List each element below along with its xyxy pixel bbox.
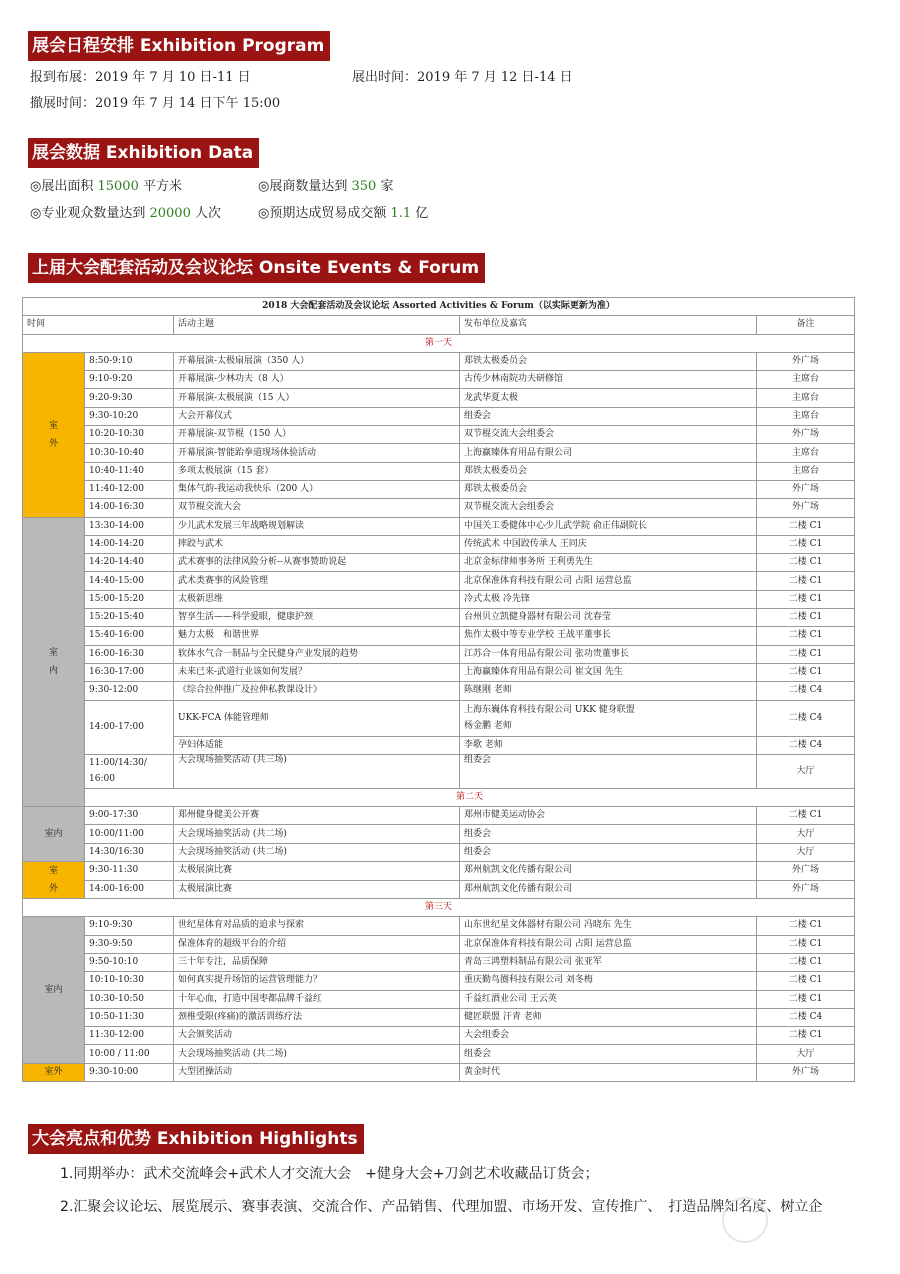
- cell-topic: 智享生活——科学爱眼，健康护颈: [174, 609, 460, 627]
- cell-topic: 太极新思维: [174, 590, 460, 608]
- cell-org: 组委会: [460, 407, 757, 425]
- cell-topic: 大会现场抽奖活动 (共二场): [174, 1045, 460, 1063]
- venue-label: 室外: [23, 352, 85, 517]
- stat-exhibitors: ◎展商数量达到 350 家: [258, 179, 394, 194]
- cell-topic: 大会现场抽奖活动 (共二场): [174, 825, 460, 843]
- setup-time: 报到布展：2019 年 7 月 10 日-11 日: [30, 70, 251, 85]
- events-table: [22, 297, 855, 1082]
- cell-org: 上海赢臻体育用品有限公司 崔文国 先生: [460, 663, 757, 681]
- cell-topic: 大会现场抽奖活动 (共二场): [174, 843, 460, 861]
- cell-topic: 大会现场抽奖活动 (共三场): [174, 754, 460, 788]
- cell-topic: 未来已来-武道行业该如何发展？: [174, 663, 460, 681]
- table-row: [23, 499, 855, 517]
- cell-topic: 魅力太极 和谐世界: [174, 627, 460, 645]
- cell-time: 9:50-10:10: [85, 953, 174, 971]
- day-label: 第三天: [23, 899, 855, 917]
- table-row: [23, 953, 855, 971]
- section-heading-data: 展会数据 Exhibition Data: [28, 138, 259, 168]
- cell-time: 14:40-15:00: [85, 572, 174, 590]
- cell-org: 千益红酒业公司 王云英: [460, 990, 757, 1008]
- table-row: [23, 862, 855, 881]
- cell-org: 山东世纪星文体器材有限公司 冯晓东 先生: [460, 917, 757, 935]
- cell-org: 郑铁太极委员会: [460, 462, 757, 480]
- cell-note: 大厅: [757, 1045, 855, 1063]
- cell-time: 14:00-16:00: [85, 880, 174, 899]
- cell-org: 郑州市健美运动协会: [460, 807, 757, 825]
- cell-time: 11:40-12:00: [85, 480, 174, 498]
- venue-label: 室内: [23, 917, 85, 1063]
- cell-topic: 保准体育的超级平台的介绍: [174, 935, 460, 953]
- cell-topic: 多项太极展演（15 套）: [174, 462, 460, 480]
- cell-org: 冷式太极 冷先锋: [460, 590, 757, 608]
- cell-org: 李歌 老师: [460, 736, 757, 754]
- cell-note: 外广场: [757, 480, 855, 498]
- cell-topic: 武术赛事的法律风险分析--从赛事赞助说起: [174, 554, 460, 572]
- day-row: [23, 334, 855, 352]
- cell-topic: 大会颁奖活动: [174, 1027, 460, 1045]
- section-heading-program: 展会日程安排 Exhibition Program: [28, 31, 330, 61]
- table-row: [23, 554, 855, 572]
- teardown-time: 撤展时间：2019 年 7 月 14 日下午 15:00: [30, 96, 281, 111]
- cell-note: 外广场: [757, 352, 855, 370]
- cell-time: 9:00-17:30: [85, 807, 174, 825]
- cell-time: 10:40-11:40: [85, 462, 174, 480]
- table-row: [23, 462, 855, 480]
- cell-note: 二楼 C1: [757, 627, 855, 645]
- cell-time: 10:00/11:00: [85, 825, 174, 843]
- cell-time: 13:30-14:00: [85, 517, 174, 535]
- cell-topic: 郑州健身健美公开赛: [174, 807, 460, 825]
- table-row: [23, 609, 855, 627]
- cell-org: 组委会: [460, 825, 757, 843]
- cell-org: 北京金标律师事务所 王利勇先生: [460, 554, 757, 572]
- cell-time: 9:10-9:20: [85, 371, 174, 389]
- cell-note: 二楼 C1: [757, 935, 855, 953]
- cell-note: 二楼 C1: [757, 609, 855, 627]
- venue-label: 室外: [23, 862, 85, 899]
- table-row: [23, 627, 855, 645]
- cell-topic: UKK-FCA 体能管理师: [174, 700, 460, 736]
- cell-note: 外广场: [757, 1063, 855, 1081]
- cell-org: 组委会: [460, 754, 757, 788]
- cell-topic: 开幕展演-少林功夫（8 人）: [174, 371, 460, 389]
- cell-org: 健匠联盟 汗青 老师: [460, 1008, 757, 1026]
- day-row: [23, 788, 855, 806]
- cell-org: 焦作太极中等专业学校 王战平董事长: [460, 627, 757, 645]
- cell-topic: 武术类赛事的风险管理: [174, 572, 460, 590]
- table-row: [23, 663, 855, 681]
- cell-topic: 三十年专注，品质保障: [174, 953, 460, 971]
- cell-note: 二楼 C1: [757, 1027, 855, 1045]
- cell-note: 主席台: [757, 444, 855, 462]
- org-line: 上海东巍体育科技有限公司 UKK 健身联盟: [464, 705, 635, 716]
- org-line: 杨金鹏 老师: [464, 721, 512, 732]
- cell-org: 北京保准体育科技有限公司 占阳 运营总监: [460, 572, 757, 590]
- table-row: [23, 972, 855, 990]
- cell-topic: 如何真实提升场馆的运营管理能力？: [174, 972, 460, 990]
- day-label: 第一天: [23, 334, 855, 352]
- cell-topic: 太极展演比赛: [174, 862, 460, 881]
- table-row: [23, 1063, 855, 1081]
- table-header-row: [23, 316, 855, 334]
- cell-org: 双节棍交流大会组委会: [460, 426, 757, 444]
- table-row: [23, 1008, 855, 1026]
- table-title-row: [23, 298, 855, 316]
- cell-org: 大会组委会: [460, 1027, 757, 1045]
- table-row: [23, 535, 855, 553]
- table-row: [23, 990, 855, 1008]
- cell-topic: 软体水气合一制品与全民健身产业发展的趋势: [174, 645, 460, 663]
- cell-org: 郑州航凯文化传播有限公司: [460, 862, 757, 881]
- section-heading-highlights: 大会亮点和优势 Exhibition Highlights: [28, 1124, 364, 1154]
- cell-org: 组委会: [460, 843, 757, 861]
- cell-topic: 开幕展演-双节棍（150 人）: [174, 426, 460, 444]
- table-row: [23, 389, 855, 407]
- cell-org: 组委会: [460, 1045, 757, 1063]
- cell-topic: 大会开幕仪式: [174, 407, 460, 425]
- table-row: [23, 880, 855, 899]
- cell-org: 郑铁太极委员会: [460, 352, 757, 370]
- stat-trade: ◎预期达成贸易成交额 1.1 亿: [258, 206, 429, 221]
- header-note: 备注: [757, 316, 855, 334]
- cell-org: 郑铁太极委员会: [460, 480, 757, 498]
- table-row: [23, 917, 855, 935]
- cell-time: 14:30/16:30: [85, 843, 174, 861]
- cell-time: 15:20-15:40: [85, 609, 174, 627]
- cell-topic: 开幕展演-智能跆拳道现场体验活动: [174, 444, 460, 462]
- cell-time: 10:20-10:30: [85, 426, 174, 444]
- cell-topic: 开幕展演-太极展演（15 人）: [174, 389, 460, 407]
- cell-note: 外广场: [757, 862, 855, 881]
- cell-note: 外广场: [757, 880, 855, 899]
- day-row: [23, 899, 855, 917]
- cell-time: 14:20-14:40: [85, 554, 174, 572]
- table-row: [23, 700, 855, 736]
- table-row: [23, 682, 855, 700]
- cell-topic: 双节棍交流大会: [174, 499, 460, 517]
- cell-time: 15:40-16:00: [85, 627, 174, 645]
- venue-label: 室外: [23, 1063, 85, 1081]
- cell-time: 9:20-9:30: [85, 389, 174, 407]
- cell-topic: 摔跤与武术: [174, 535, 460, 553]
- cell-time: 9:30-12:00: [85, 682, 174, 700]
- table-row: [23, 590, 855, 608]
- venue-label: 室内: [23, 807, 85, 862]
- cell-time: 10:50-11:30: [85, 1008, 174, 1026]
- table-row: [23, 371, 855, 389]
- cell-note: 二楼 C4: [757, 682, 855, 700]
- stat-area: ◎展出面积 15000 平方米: [30, 179, 182, 194]
- cell-note: 二楼 C1: [757, 663, 855, 681]
- cell-note: 主席台: [757, 371, 855, 389]
- cell-time: 9:30-11:30: [85, 862, 174, 881]
- cell-time: 10:30-10:40: [85, 444, 174, 462]
- cell-time: [85, 754, 174, 788]
- cell-note: 二楼 C1: [757, 590, 855, 608]
- cell-org: [460, 700, 757, 736]
- cell-org: 古传少林南院功夫研修馆: [460, 371, 757, 389]
- cell-org: 江苏合一体育用品有限公司 张功贵董事长: [460, 645, 757, 663]
- cell-org: 郑州航凯文化传播有限公司: [460, 880, 757, 899]
- table-row: [23, 935, 855, 953]
- cell-time: 14:00-17:00: [85, 700, 174, 754]
- cell-note: 二楼 C1: [757, 645, 855, 663]
- cell-time: 14:00-14:20: [85, 535, 174, 553]
- cell-note: 二楼 C1: [757, 535, 855, 553]
- table-row: [23, 444, 855, 462]
- cell-time: 9:30-10:00: [85, 1063, 174, 1081]
- cell-time: 9:30-10:20: [85, 407, 174, 425]
- cell-time: 15:00-15:20: [85, 590, 174, 608]
- cell-topic: 集体气韵-我运动我快乐（200 人）: [174, 480, 460, 498]
- cell-note: 二楼 C4: [757, 700, 855, 736]
- cell-topic: 世纪星体育对品质的追求与探索: [174, 917, 460, 935]
- table-row: [23, 572, 855, 590]
- day-label: 第二天: [85, 788, 855, 806]
- cell-topic: 《综合拉伸推广及拉伸私教课设计》: [174, 682, 460, 700]
- table-row: [23, 807, 855, 825]
- stat-visitors: ◎专业观众数量达到 20000 人次: [30, 206, 221, 221]
- cell-note: 二楼 C1: [757, 917, 855, 935]
- cell-time: 10:30-10:50: [85, 990, 174, 1008]
- cell-time: 9:30-9:50: [85, 935, 174, 953]
- cell-time: 11:30-12:00: [85, 1027, 174, 1045]
- highlight-paragraph-2: 2.汇聚会议论坛、展览展示、赛事表演、交流合作、产品销售、代理加盟、市场开发、宣传推广、 打造品牌知名度、树立企: [60, 1199, 823, 1215]
- cell-note: 外广场: [757, 426, 855, 444]
- highlight-paragraph-1: 1.同期举办：武术交流峰会+武术人才交流大会 +健身大会+刀剑艺术收藏品订货会；: [60, 1166, 599, 1182]
- show-time: 展出时间：2019 年 7 月 12 日-14 日: [352, 70, 573, 85]
- header-time: 时间: [23, 316, 174, 334]
- cell-topic: 太极展演比赛: [174, 880, 460, 899]
- cell-time: 9:10-9:30: [85, 917, 174, 935]
- cell-org: 黄金时代: [460, 1063, 757, 1081]
- time-line: 16:00: [89, 774, 115, 785]
- cell-note: 二楼 C1: [757, 990, 855, 1008]
- section-heading-events: 上届大会配套活动及会议论坛 Onsite Events & Forum: [28, 253, 485, 283]
- table-row: [23, 426, 855, 444]
- cell-note: 二楼 C1: [757, 953, 855, 971]
- cell-note: 二楼 C1: [757, 807, 855, 825]
- cell-note: 大厅: [757, 843, 855, 861]
- cell-topic: 孕妇体适能: [174, 736, 460, 754]
- cell-org: 台州贝立凯健身器材有限公司 沈春莹: [460, 609, 757, 627]
- table-row: [23, 480, 855, 498]
- header-topic: 活动主题: [174, 316, 460, 334]
- cell-org: 青岛三鸿塑料制品有限公司 张亚军: [460, 953, 757, 971]
- cell-note: 主席台: [757, 389, 855, 407]
- cell-topic: 颈椎受限(疼痛)的激活训练疗法: [174, 1008, 460, 1026]
- table-row: [23, 1027, 855, 1045]
- cell-note: 主席台: [757, 462, 855, 480]
- cell-topic: 大型团操活动: [174, 1063, 460, 1081]
- cell-note: 二楼 C1: [757, 972, 855, 990]
- time-line: 11:00/14:30/: [89, 758, 147, 769]
- cell-note: 二楼 C1: [757, 572, 855, 590]
- cell-topic: 少儿武术发展三年战略规划解读: [174, 517, 460, 535]
- cell-time: 8:50-9:10: [85, 352, 174, 370]
- table-row: [23, 645, 855, 663]
- cell-org: 双节棍交流大会组委会: [460, 499, 757, 517]
- table-row: [23, 407, 855, 425]
- cell-note: 二楼 C1: [757, 554, 855, 572]
- cell-org: 北京保准体育科技有限公司 占阳 运营总监: [460, 935, 757, 953]
- cell-org: 中国关工委健体中心少儿武学院 俞正伟副院长: [460, 517, 757, 535]
- cell-time: 10:00 / 11:00: [85, 1045, 174, 1063]
- cell-time: 14:00-16:30: [85, 499, 174, 517]
- table-row: [23, 825, 855, 843]
- cell-time: 16:30-17:00: [85, 663, 174, 681]
- cell-note: 外广场: [757, 499, 855, 517]
- events-table-body: [23, 298, 855, 1082]
- cell-topic: 开幕展演-太极扇展演（350 人）: [174, 352, 460, 370]
- table-row: [23, 352, 855, 370]
- cell-note: 二楼 C1: [757, 517, 855, 535]
- table-row: [23, 1045, 855, 1063]
- cell-org: 重庆勤鸟圈科技有限公司 刘冬梅: [460, 972, 757, 990]
- cell-note: 二楼 C4: [757, 1008, 855, 1026]
- cell-org: 传统武术 中国跤传承人 王同庆: [460, 535, 757, 553]
- cell-time: 16:00-16:30: [85, 645, 174, 663]
- table-row: [23, 754, 855, 788]
- cell-note: 主席台: [757, 407, 855, 425]
- table-title: 2018 大会配套活动及会议论坛 Assorted Activities & Forum（以实际更新为准）: [23, 298, 855, 316]
- cell-org: 上海赢臻体育用品有限公司: [460, 444, 757, 462]
- table-row: [23, 843, 855, 861]
- header-org: 发布单位及嘉宾: [460, 316, 757, 334]
- watermark-logo-icon: [722, 1197, 768, 1243]
- cell-org: 陈继刚 老师: [460, 682, 757, 700]
- cell-note: 大厅: [757, 754, 855, 788]
- table-row: [23, 517, 855, 535]
- cell-topic: 十年心血，打造中国枣都品牌千益红: [174, 990, 460, 1008]
- cell-note: 二楼 C4: [757, 736, 855, 754]
- cell-note: 大厅: [757, 825, 855, 843]
- venue-label: 室内: [23, 517, 85, 807]
- cell-time: 10:10-10:30: [85, 972, 174, 990]
- cell-org: 龙武华夏太极: [460, 389, 757, 407]
